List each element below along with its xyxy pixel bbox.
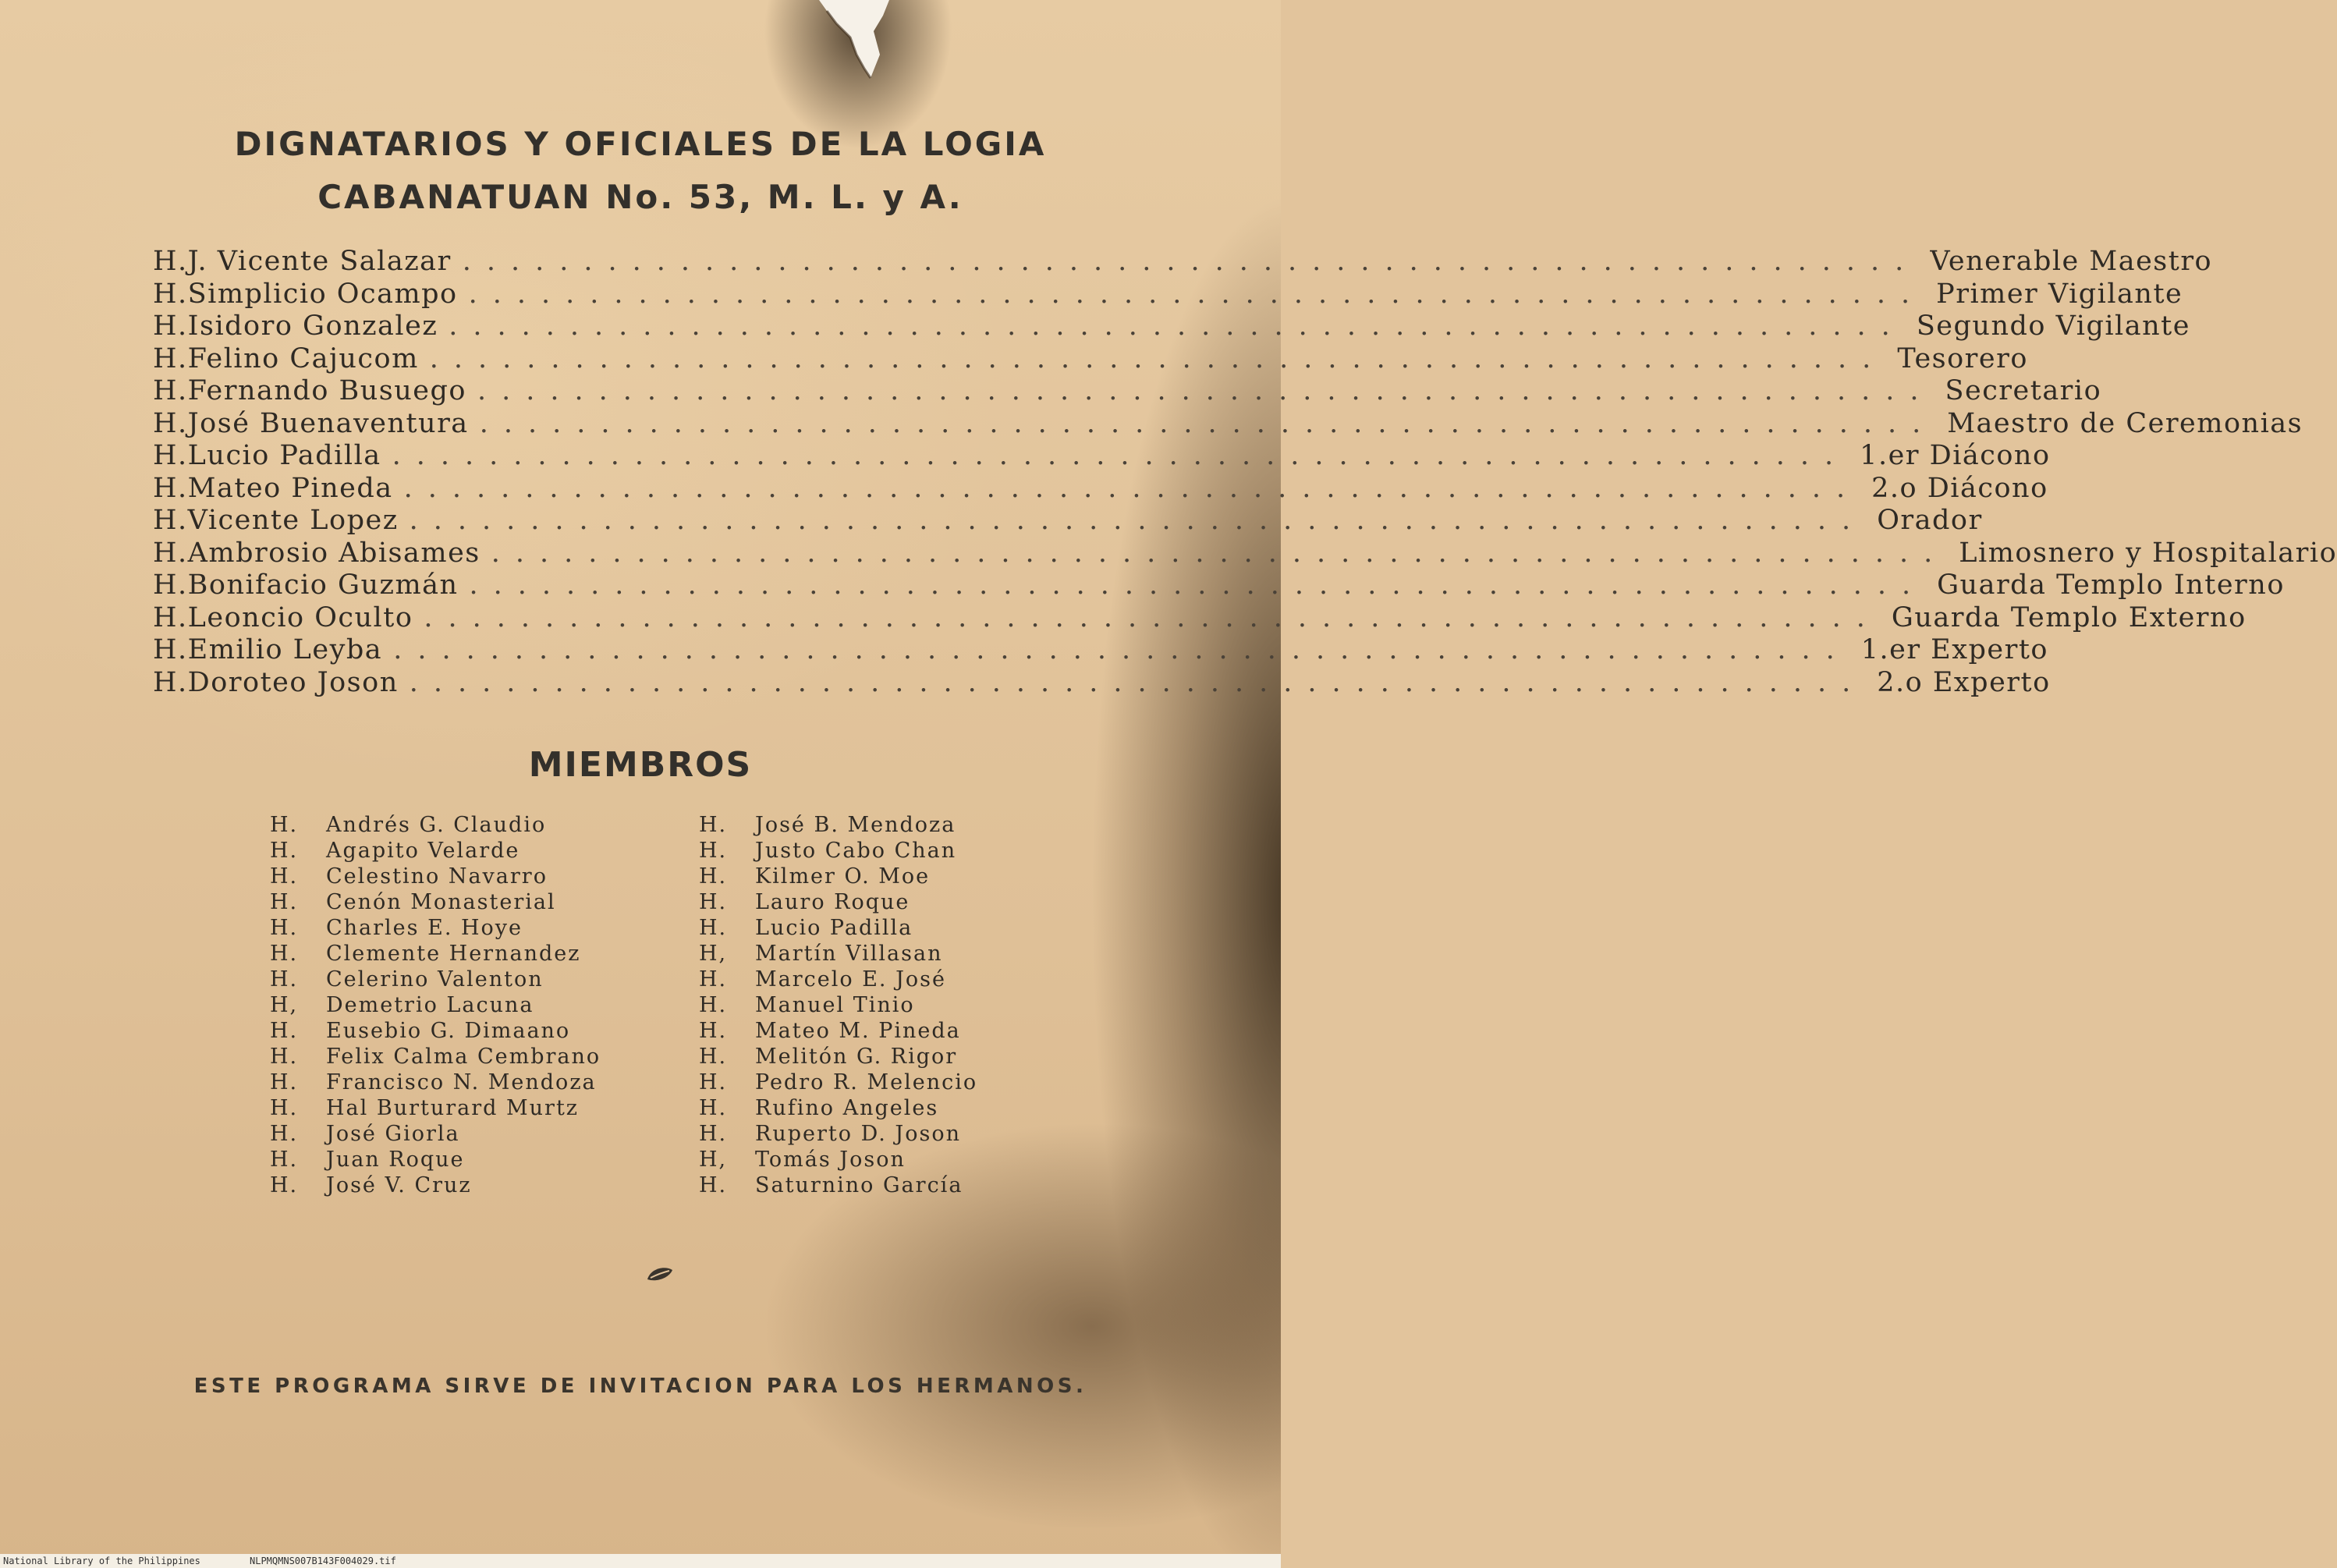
dot-leader: ............................................................ [403, 472, 1861, 504]
member-prefix: H. [270, 890, 299, 914]
officer-name: Lucio Padilla [187, 440, 381, 471]
member-prefix: H. [270, 839, 299, 863]
officer-prefix: H. [153, 407, 188, 439]
member-row [699, 1122, 977, 1148]
dot-leader: ............................................................ [468, 278, 1926, 310]
member-prefix: H. [270, 864, 299, 889]
members-list-left [270, 813, 601, 1199]
officer-prefix: H. [153, 601, 188, 633]
member-prefix: H. [699, 813, 728, 837]
officer-role: Guarda Templo Externo [1891, 601, 2247, 633]
member-name: Lucio Padilla [755, 916, 913, 940]
dot-leader: ............................................................ [477, 375, 1934, 406]
page-title-line2: CABANATUAN No. 53, M. L. y A. [317, 178, 963, 216]
officer-role: Orador [1877, 505, 1983, 536]
member-name: Juan Roque [326, 1148, 465, 1172]
member-name: Ruperto D. Joson [755, 1122, 962, 1146]
officer-role: Venerable Maestro [1930, 246, 2213, 277]
member-row [270, 813, 601, 839]
member-row [699, 839, 977, 864]
officer-row [153, 601, 2247, 635]
member-prefix: H. [699, 916, 728, 940]
member-prefix: H. [270, 1148, 299, 1172]
member-row [270, 1096, 601, 1122]
member-row [699, 993, 977, 1019]
member-name: Pedro R. Melencio [755, 1070, 978, 1094]
member-name: Eusebio G. Dimaano [326, 1019, 571, 1043]
member-row [699, 890, 977, 916]
officer-role: Secretario [1945, 375, 2102, 406]
member-prefix: H. [270, 813, 299, 837]
member-prefix: H. [270, 1096, 299, 1120]
officer-name: Leoncio Oculto [187, 601, 413, 633]
member-name: José Giorla [326, 1122, 460, 1146]
member-name: Tomás Joson [755, 1148, 906, 1172]
member-prefix: H, [699, 1148, 728, 1172]
member-prefix: H. [699, 890, 728, 914]
member-prefix: H. [270, 1019, 299, 1043]
dot-leader: ............................................................ [409, 505, 1867, 536]
member-prefix: H. [699, 864, 728, 889]
member-name: Marcelo E. José [755, 967, 947, 992]
officer-name: Ambrosio Abisames [187, 537, 481, 569]
officer-row [153, 310, 2190, 343]
officer-name: Bonifacio Guzmán [187, 569, 459, 601]
member-name: Mateo M. Pineda [755, 1019, 961, 1043]
member-row [270, 1173, 601, 1199]
member-name: Justo Cabo Chan [755, 839, 957, 863]
member-prefix: H. [699, 839, 728, 863]
member-prefix: H. [270, 942, 299, 966]
member-name: Charles E. Hoye [326, 916, 523, 940]
member-name: Felix Calma Cembrano [326, 1045, 601, 1069]
officer-row [153, 407, 2303, 441]
officer-name: Felino Cajucom [187, 342, 419, 374]
officer-row [153, 246, 2213, 278]
member-prefix: H. [270, 1173, 299, 1197]
scan-filename-text: NLPMQMNS007B143F004029.tif [250, 1556, 396, 1566]
member-row [699, 1096, 977, 1122]
member-row [270, 890, 601, 916]
officer-role: Limosnero y Hospitalario [1959, 537, 2337, 569]
member-row [699, 1173, 977, 1199]
member-name: Melitón G. Rigor [755, 1045, 958, 1069]
member-row [270, 1148, 601, 1173]
member-name: Martín Villasan [755, 942, 943, 966]
member-name: Hal Burturard Murtz [326, 1096, 580, 1120]
officer-name: Doroteo Joson [187, 666, 399, 698]
dot-leader: ............................................................ [393, 634, 1850, 665]
officer-name: Mateo Pineda [187, 472, 393, 504]
dot-leader: ............................................................ [429, 342, 1887, 374]
member-row [699, 1045, 977, 1070]
officer-prefix: H. [153, 634, 188, 665]
dot-leader: ............................................................ [491, 537, 1949, 569]
officer-name: Fernando Busuego [187, 375, 466, 406]
officer-role: 1.er Experto [1860, 634, 2048, 665]
member-row [270, 967, 601, 993]
officer-row [153, 634, 2048, 667]
officer-prefix: H. [153, 278, 188, 310]
member-prefix: H. [699, 1122, 728, 1146]
officer-prefix: H. [153, 342, 188, 374]
officer-name: J. Vicente Salazar [187, 246, 452, 277]
member-prefix: H. [699, 1173, 728, 1197]
member-row [699, 813, 977, 839]
member-row [270, 1122, 601, 1148]
member-row [270, 1070, 601, 1096]
member-name: Kilmer O. Moe [755, 864, 931, 889]
member-prefix: H. [270, 1122, 299, 1146]
member-row [699, 916, 977, 942]
officer-prefix: H. [153, 666, 188, 698]
officer-prefix: H. [153, 537, 188, 569]
member-row [270, 942, 601, 967]
officer-name: José Buenaventura [187, 407, 469, 439]
officer-role: Primer Vigilante [1936, 278, 2183, 310]
leaf-ornament-icon [646, 1265, 674, 1282]
officer-row [153, 569, 2285, 602]
member-row [699, 1070, 977, 1096]
member-row [699, 942, 977, 967]
officer-row [153, 342, 2028, 376]
member-name: Rufino Angeles [755, 1096, 939, 1120]
member-prefix: H. [699, 1045, 728, 1069]
officer-row [153, 537, 2337, 570]
officer-role: 1.er Diácono [1860, 440, 2051, 471]
officer-row [153, 472, 2048, 506]
officer-name: Emilio Leyba [187, 634, 383, 665]
member-row [699, 1148, 977, 1173]
officer-prefix: H. [153, 375, 188, 406]
officer-name: Simplicio Ocampo [187, 278, 458, 310]
officer-prefix: H. [153, 310, 188, 342]
officer-prefix: H. [153, 505, 188, 536]
page-title-line1: DIGNATARIOS Y OFICIALES DE LA LOGIA [234, 125, 1047, 163]
member-name: José B. Mendoza [755, 813, 956, 837]
member-name: Cenón Monasterial [326, 890, 556, 914]
member-row [270, 1019, 601, 1045]
member-prefix: H. [699, 1096, 728, 1120]
officer-role: 2.o Experto [1877, 666, 2051, 698]
invitation-footer: ESTE PROGRAMA SIRVE DE INVITACION PARA LOS HERMANOS. [193, 1375, 1087, 1398]
dot-leader: ............................................................ [469, 569, 1927, 601]
member-name: Francisco N. Mendoza [326, 1070, 597, 1094]
member-row [270, 839, 601, 864]
member-prefix: H. [270, 1070, 299, 1094]
officer-row [153, 375, 2102, 408]
member-name: Manuel Tinio [755, 993, 915, 1017]
officer-prefix: H. [153, 569, 188, 601]
member-name: Demetrio Lacuna [326, 993, 534, 1017]
member-prefix: H. [270, 916, 299, 940]
member-prefix: H. [699, 1019, 728, 1043]
dot-leader: ............................................................ [424, 601, 1881, 633]
officer-row [153, 666, 2051, 700]
member-name: José V. Cruz [326, 1173, 472, 1197]
member-row [699, 1019, 977, 1045]
member-row [270, 864, 601, 890]
member-name: Clemente Hernandez [326, 942, 581, 966]
dot-leader: ............................................................ [392, 440, 1849, 471]
member-name: Celerino Valenton [326, 967, 544, 992]
member-prefix: H, [270, 993, 299, 1017]
officer-role: Maestro de Ceremonias [1947, 407, 2303, 439]
officer-role: 2.o Diácono [1871, 472, 2048, 504]
member-prefix: H. [270, 967, 299, 992]
dot-leader: ............................................................ [449, 310, 1906, 342]
scan-source-text: National Library of the Philippines [3, 1556, 200, 1566]
officer-name: Isidoro Gonzalez [187, 310, 438, 342]
member-prefix: H. [699, 967, 728, 992]
member-prefix: H, [699, 942, 728, 966]
officer-prefix: H. [153, 440, 188, 471]
officer-row [153, 278, 2183, 311]
member-name: Saturnino García [755, 1173, 963, 1197]
officer-prefix: H. [153, 246, 188, 277]
officer-prefix: H. [153, 472, 188, 504]
dot-leader: ............................................................ [479, 407, 1937, 439]
member-prefix: H. [699, 993, 728, 1017]
member-row [699, 967, 977, 993]
paper-tear-graphic [819, 0, 889, 86]
dot-leader: ............................................................ [462, 246, 1920, 277]
officer-name: Vicente Lopez [187, 505, 399, 536]
members-list-right [699, 813, 977, 1199]
member-name: Celestino Navarro [326, 864, 548, 889]
member-row [699, 864, 977, 890]
officer-row [153, 440, 2051, 473]
member-prefix: H. [270, 1045, 299, 1069]
member-prefix: H. [699, 1070, 728, 1094]
officer-role: Segundo Vigilante [1916, 310, 2190, 342]
officer-role: Guarda Templo Interno [1937, 569, 2285, 601]
member-row [270, 916, 601, 942]
scan-info-strip [0, 1554, 1281, 1568]
members-heading: MIEMBROS [528, 745, 753, 785]
member-name: Agapito Velarde [326, 839, 520, 863]
member-row [270, 1045, 601, 1070]
officer-row [153, 505, 1983, 537]
officers-list [153, 246, 2337, 699]
member-row [270, 993, 601, 1019]
member-name: Lauro Roque [755, 890, 910, 914]
dot-leader: ............................................................ [409, 666, 1867, 698]
member-name: Andrés G. Claudio [326, 813, 547, 837]
officer-role: Tesorero [1897, 342, 2028, 374]
